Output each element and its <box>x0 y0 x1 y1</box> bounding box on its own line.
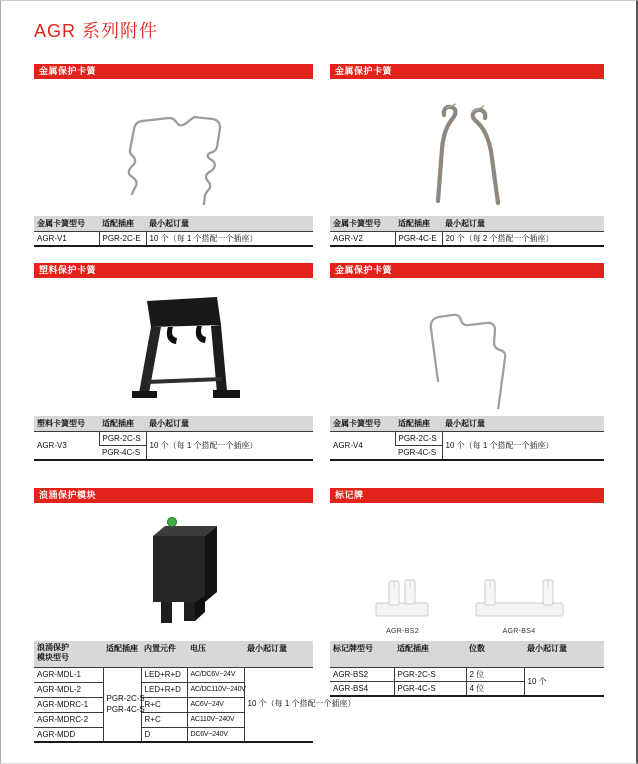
marker-caption: AGR-BS2 <box>386 628 419 635</box>
digits-cell: 2 位 <box>466 667 524 681</box>
socket-cell: PGR-2C-S <box>99 432 146 446</box>
section-header-bar: 塑料保护卡簧 <box>34 263 313 278</box>
components-cell: R+C <box>141 712 187 727</box>
figure <box>330 278 604 416</box>
marker-caption: AGR-BS4 <box>502 628 536 635</box>
model-cell: AGR-V1 <box>34 232 99 247</box>
figure <box>34 503 313 641</box>
model-cell: AGR-V3 <box>34 432 99 460</box>
socket-cell: PGR-2C-S <box>394 667 466 681</box>
col-header: 最小起订量 <box>524 641 604 667</box>
col-header: 内置元件 <box>141 641 187 667</box>
socket-cell: PGR-2C-S <box>395 432 442 446</box>
model-cell: AGR-MDD <box>34 727 103 742</box>
marker-bs2-image <box>368 571 438 621</box>
table-row <box>330 232 604 247</box>
col-header: 标记牌型号 <box>330 641 394 667</box>
section-header-bar: 金属保护卡簧 <box>330 263 604 278</box>
col-header: 最小起订量 <box>244 641 313 667</box>
table-row <box>330 667 604 681</box>
digits-cell: 4 位 <box>466 681 524 696</box>
components-cell: R+C <box>141 697 187 712</box>
col-header: 最小起订量 <box>146 416 313 432</box>
spec-table-v3 <box>34 416 313 461</box>
socket-cell: PGR-4C-S <box>99 446 146 460</box>
voltage-cell: AC6V~24V <box>187 697 244 712</box>
page-title: AGR 系列附件 <box>34 21 159 41</box>
voltage-cell: AC/DC110V~240V <box>187 682 244 697</box>
components-cell: LED+R+D <box>141 667 187 682</box>
spec-table-v4 <box>330 416 604 461</box>
socket-cell: PGR-4C-E <box>395 232 442 247</box>
metal-wire-clip-v4-image <box>392 285 542 409</box>
marker-item-bs2 <box>368 571 438 635</box>
figure <box>34 278 313 416</box>
figure <box>34 79 313 216</box>
model-cell: AGR-MDL-1 <box>34 667 103 682</box>
voltage-cell: AC110V~240V <box>187 712 244 727</box>
moq-cell: 20 个（每 2 个搭配一个插座） <box>442 232 604 247</box>
marker-table <box>330 641 604 697</box>
section-header-bar: 浪涌保护模块 <box>34 488 313 503</box>
col-header: 塑料卡簧型号 <box>34 416 99 432</box>
moq-cell: 10 个（每 1 个搭配一个插座） <box>146 232 313 247</box>
model-cell: AGR-BS4 <box>330 681 394 696</box>
plastic-bracket-v3-image <box>111 285 251 409</box>
section-metal-clip-v1 <box>34 64 313 247</box>
col-header: 适配插座 <box>395 216 442 232</box>
metal-strip-clip-v2-image <box>402 87 532 209</box>
socket-cell: PGR-2C-S PGR-4C-S <box>103 667 141 742</box>
socket-cell: PGR-4C-S <box>394 681 466 696</box>
col-header: 最小起订量 <box>146 216 313 232</box>
section-header-bar: 金属保护卡簧 <box>330 64 604 79</box>
moq-cell: 10 个（每 1 个搭配一个插座） <box>146 432 313 460</box>
components-cell: LED+R+D <box>141 682 187 697</box>
section-header-bar: 金属保护卡簧 <box>34 64 313 79</box>
col-header: 最小起订量 <box>442 216 604 232</box>
col-header: 最小起订量 <box>442 416 604 432</box>
spec-table-v2 <box>330 216 604 247</box>
components-cell: D <box>141 727 187 742</box>
moq-cell: 10 个（每 1 个搭配一个插座） <box>442 432 604 460</box>
section-metal-clip-v4 <box>330 263 604 461</box>
col-header: 金属卡簧型号 <box>330 416 395 432</box>
col-header: 电压 <box>187 641 244 667</box>
col-header: 适配插座 <box>99 416 146 432</box>
moq-cell: 10 个（每 1 个搭配一个插座） <box>244 667 313 742</box>
model-cell: AGR-MDL-2 <box>34 682 103 697</box>
socket-cell: PGR-4C-S <box>395 446 442 460</box>
col-header: 位数 <box>466 641 524 667</box>
col-header: 适配插座 <box>394 641 466 667</box>
table-row <box>34 667 313 682</box>
col-header: 金属卡簧型号 <box>34 216 99 232</box>
section-header-bar: 标记牌 <box>330 488 604 503</box>
figure <box>330 503 604 641</box>
figure <box>330 79 604 216</box>
col-header: 浪涌保护模块型号 <box>34 641 103 667</box>
metal-wire-clip-v1-image <box>99 90 249 205</box>
section-marker-tags <box>330 488 604 697</box>
section-plastic-clip-v3 <box>34 263 313 461</box>
spec-table-v1 <box>34 216 313 247</box>
sections-grid <box>34 64 604 743</box>
voltage-cell: DC6V~240V <box>187 727 244 742</box>
model-cell: AGR-V2 <box>330 232 395 247</box>
voltage-cell: AC/DC6V~24V <box>187 667 244 682</box>
col-header: 金属卡簧型号 <box>330 216 395 232</box>
model-cell: AGR-MDRC-2 <box>34 712 103 727</box>
table-row <box>330 432 604 446</box>
col-header: 适配插座 <box>395 416 442 432</box>
marker-item-bs4 <box>472 571 567 635</box>
col-header: 适配插座 <box>99 216 146 232</box>
section-metal-clip-v2 <box>330 64 604 247</box>
moq-cell: 10 个 <box>524 667 604 696</box>
col-header: 适配插座 <box>103 641 141 667</box>
table-row <box>34 432 313 446</box>
model-cell: AGR-BS2 <box>330 667 394 681</box>
socket-cell: PGR-2C-E <box>99 232 146 247</box>
model-cell: AGR-V4 <box>330 432 395 460</box>
table-row <box>34 232 313 247</box>
model-cell: AGR-MDRC-1 <box>34 697 103 712</box>
surge-module-image <box>121 508 241 636</box>
marker-bs4-image <box>472 571 567 621</box>
